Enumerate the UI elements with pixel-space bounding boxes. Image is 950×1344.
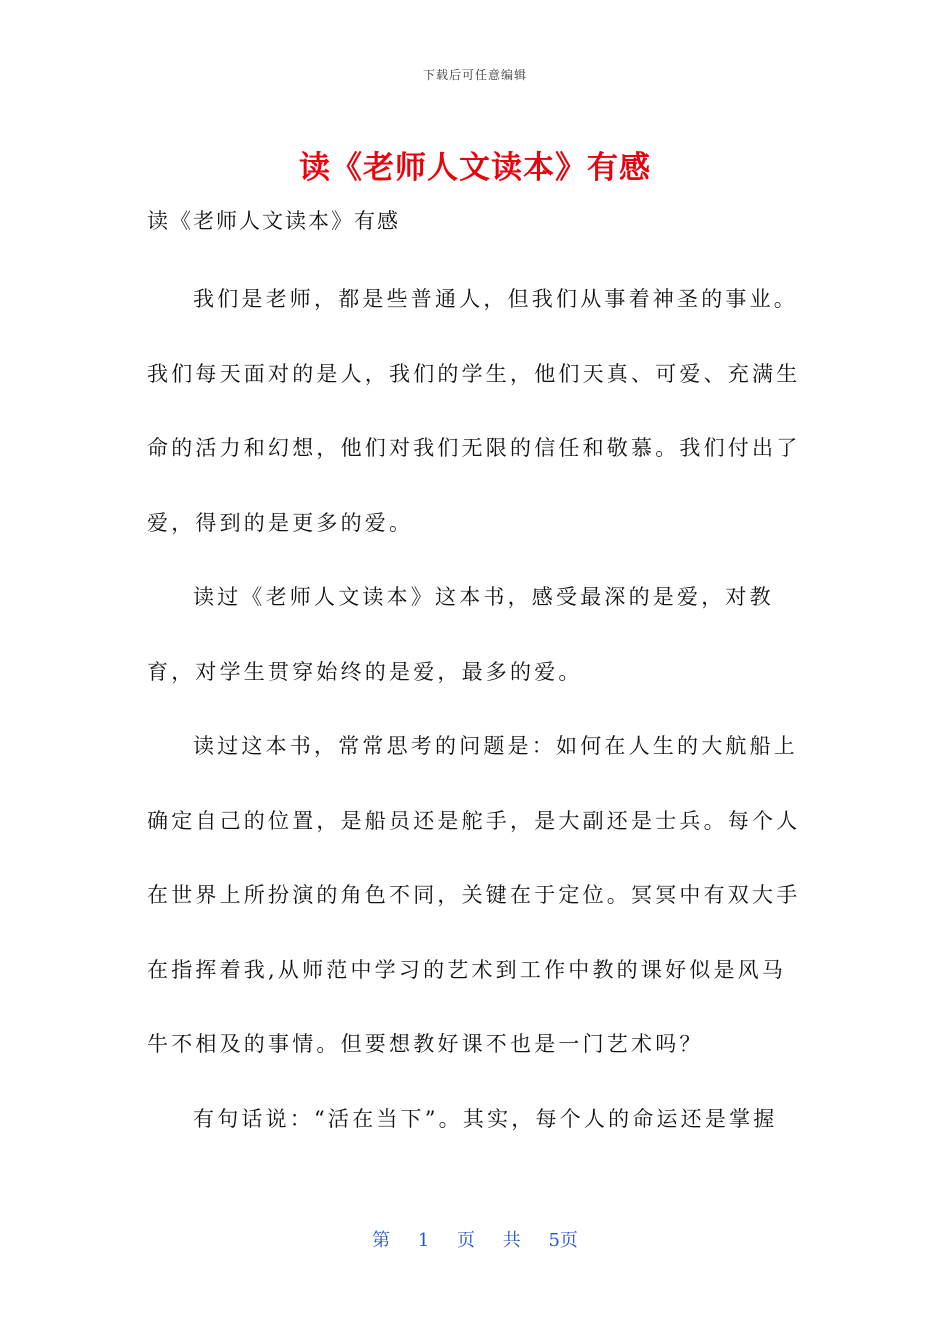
footer-current-page: 1 [417,1230,430,1251]
paragraph-1: 我们是老师，都是些普通人，但我们从事着神圣的事业。我们每天面对的是人，我们的学生，他们天真、可爱、充满生命的活力和幻想，他们对我们无限的信任和敬慕。我们付出了爱，得到的是更多的爱。 [147,287,801,535]
header-note: 下载后可任意编辑 [422,68,527,82]
paragraph-2: 读过《老师人文读本》这本书，感受最深的是爱，对教育，对学生贯穿始终的是爱，最多的爱。 [147,585,774,684]
footer-total-pages: 5页 [548,1230,578,1251]
page-footer [0,1226,950,1252]
document-title: 读《老师人文读本》有感 [299,150,651,186]
document-body [147,262,807,1156]
footer-label-gong: 共 [502,1230,521,1251]
paragraph-4: 有句话说：“活在当下”。其实，每个人的命运还是掌握 [193,1106,778,1131]
footer-label-ye: 页 [457,1230,475,1251]
document-subtitle: 读《老师人文读本》有感 [147,209,400,233]
paragraph-3: 读过这本书，常常思考的问题是：如何在人生的大航船上确定自己的位置，是船员还是舵手，是大副还是士兵。每个人在世界上所扮演的角色不同，关键在于定位。冥冥中有双大手在指挥着我,从师范中学习的艺术到工作中教的课好似是风马牛不相及的事情。但要想教好课不也是一门艺术吗？ [147,734,801,1056]
footer-label-di: 第 [372,1230,391,1251]
